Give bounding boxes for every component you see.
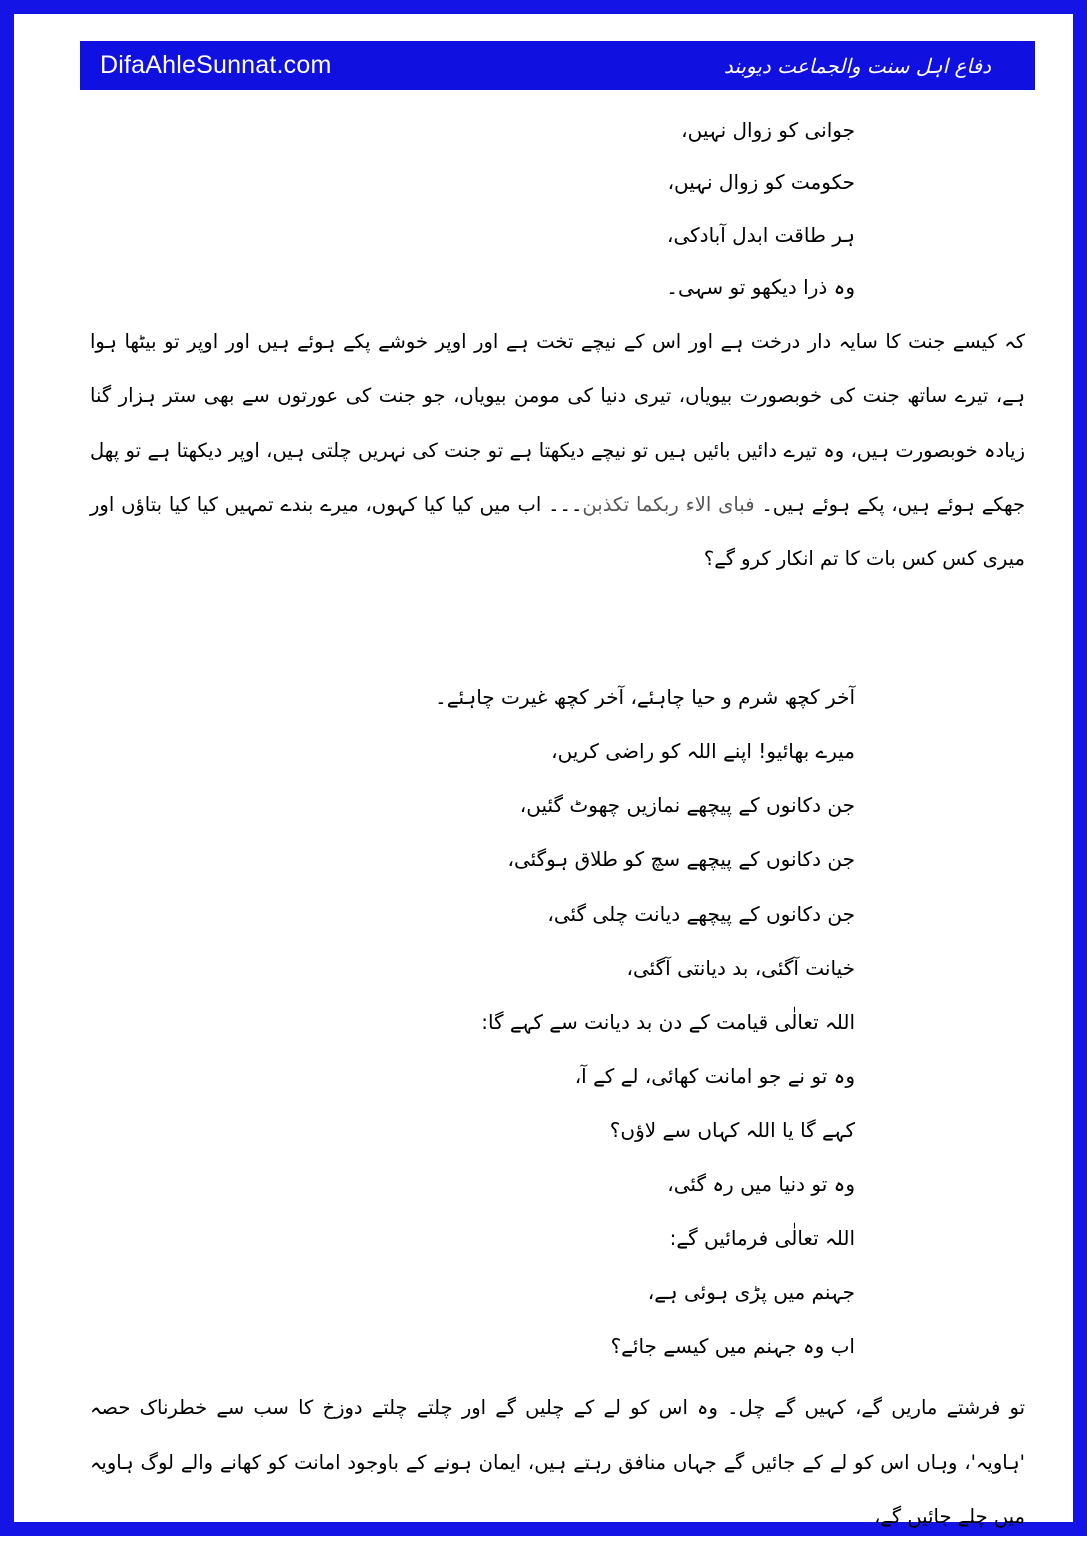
poem-line: وہ تو دنیا میں رہ گئی، [667, 1172, 855, 1197]
poem-line: وہ تو نے جو امانت کھائی، لے کے آ، [574, 1063, 855, 1088]
site-url[interactable]: DifaAhleSunnat.com [100, 51, 332, 79]
paragraph-1-text: کہ کیسے جنت کا سایہ دار درخت ہے اور اس کے نیچے تخت ہے اور اوپر خوشے پکے ہوئے ہیں اور اوپر تو بیٹھا ہوا ہے، تیرے ساتھ جنت کی خوبصورت بیویاں، تیری دنیا کی مومن بیویاں، جو جنت کی عورتوں سے بھی ستر ہزار گنا زیادہ خوبصورت ہیں، وہ تیرے دائیں بائیں ہیں تو نیچے دیکھتا ہے تو جنت کی نہریں چلتی ہیں، اوپر دیکھتا ہے تو پھل جھکے ہوئے ہیں، پکے ہوئے ہیں۔ [90, 330, 1026, 516]
poem-line: وہ ذرا دیکھو تو سہی۔ [666, 274, 855, 299]
poem-line: جہنم میں پڑی ہوئی ہے، [647, 1280, 855, 1305]
quran-phrase: فبای الاء ربکما تکذبن [582, 492, 755, 516]
document-body [90, 104, 1025, 1544]
header-bar [80, 41, 1035, 90]
paragraph-2: تو فرشتے ماریں گے، کہیں گے چل۔ وہ اس کو لے کے چلیں گے اور چلتے چلتے دوزخ کا سب سے خطرناک حصہ 'ہاویہ'، وہاں اس کو لے کے جائیں گے جہاں منافق رہتے ہیں، ایمان ہونے کے باوجود امانت کو کھانے والے لوگ ہاویہ میں چلے جائیں گے، [90, 1396, 1025, 1528]
poem-line: کہے گا یا اللہ کہاں سے لاؤں؟ [609, 1117, 855, 1142]
poem-line: جوانی کو زوال نہیں، [681, 118, 855, 142]
poem-line: ہر طاقت ابدل آبادکی، [667, 222, 855, 247]
poem-block-2 [90, 670, 1025, 1373]
poem-line: جن دکانوں کے پیچھے نمازیں چھوٹ گئیں، [519, 793, 855, 818]
paragraph-1-text-end: ۔۔۔ اب میں کیا کیا کہوں، میرے بندے تمہیں کیا کیا بتاؤں اور میری کس کس بات کا تم انکار کرو گے؟ [90, 492, 1025, 570]
paragraph-1 [90, 315, 1025, 586]
poem-line: اللہ تعالٰی فرمائیں گے: [669, 1226, 855, 1251]
poem-line: حکومت کو زوال نہیں، [667, 170, 855, 195]
poem-line: اب وہ جہنم میں کیسے جائے؟ [610, 1334, 855, 1359]
poem-block-1 [90, 104, 1025, 313]
poem-line: میرے بھائیو! اپنے اللہ کو راضی کریں، [551, 739, 855, 764]
poem-line: اللہ تعالٰی قیامت کے دن بد دیانت سے کہے گا: [481, 1009, 855, 1034]
poem-line: آخر کچھ شرم و حیا چاہئے، آخر کچھ غیرت چاہئے۔ [435, 685, 855, 710]
poem-line: جن دکانوں کے پیچھے سچ کو طلاق ہوگئی، [507, 847, 855, 872]
poem-line: خیانت آگئی، بد دیانتی آگئی، [626, 955, 855, 980]
header-title: دفاع اہل سنت والجماعت دیوبند [723, 53, 991, 78]
poem-line: جن دکانوں کے پیچھے دیانت چلی گئی، [547, 901, 855, 926]
section-gap [90, 586, 1025, 670]
